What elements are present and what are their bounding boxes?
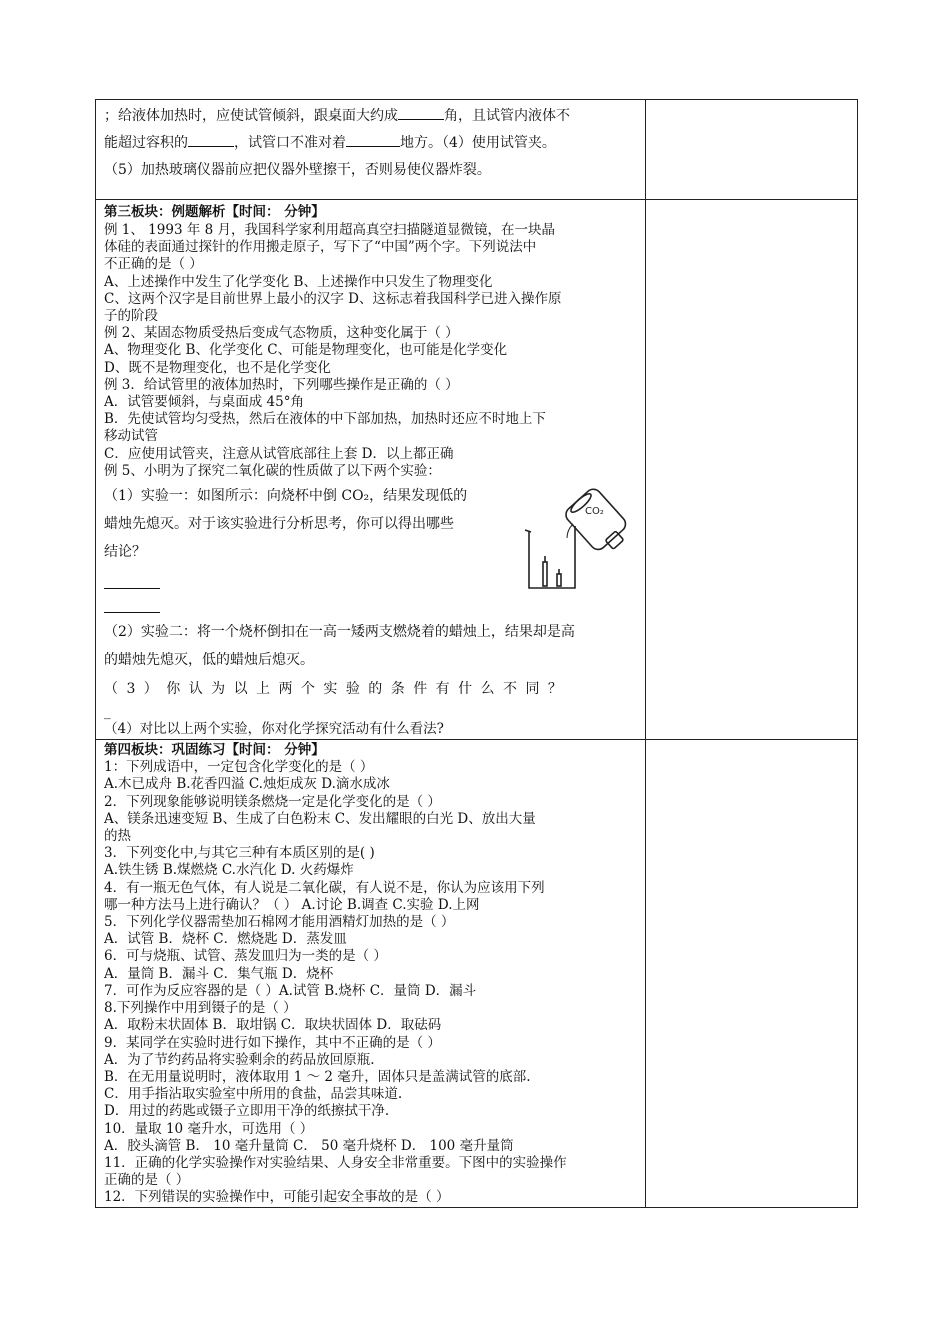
text-line: 移动试管 xyxy=(104,428,158,445)
text-line: A．试管 B．烧杯 C．燃烧匙 D．蒸发皿 xyxy=(104,931,347,948)
text-line: 6．可与烧瓶、试管、蒸发皿归为一类的是（ ） xyxy=(104,948,387,965)
exp1-line: 蜡烛先熄灭。对于该实验进行分析思考，你可以得出哪些 xyxy=(104,516,454,533)
text-line: 体硅的表面通过探针的作用搬走原子，写下了“中国”两个字。下列说法中 xyxy=(104,239,537,256)
exp2-line: 的蜡烛先熄灭，低的蜡烛后熄灭。 xyxy=(104,652,314,669)
text-line: C、这两个汉字是目前世界上最小的汉字 D、这标志着我国科学已进入操作原 xyxy=(104,290,562,307)
text-line: D、既不是物理变化，也不是化学变化 xyxy=(104,359,331,376)
section4-lines xyxy=(96,759,645,1206)
main-cell-section4 xyxy=(96,740,646,1207)
text-line: 1：下列成语中，一定包含化学变化的是（ ） xyxy=(104,759,374,776)
answer-line xyxy=(104,598,160,613)
text-line: 例 2、某固态物质受热后变成气态物质，这种变化属于（ ） xyxy=(104,325,459,342)
text-line: A．为了节约药品将实验剩余的药品放回原瓶. xyxy=(104,1051,375,1068)
row1-line2 xyxy=(96,130,645,157)
answer-line xyxy=(104,574,160,589)
text-line: C．用手指沾取实验室中所用的食盐，品尝其味道. xyxy=(104,1086,403,1103)
text-line: 不正确的是（ ） xyxy=(104,256,203,273)
section3-lines xyxy=(96,222,645,480)
worksheet-table xyxy=(95,99,858,1208)
text-line: A.铁生锈 B.煤燃烧 C.水汽化 D. 火药爆炸 xyxy=(104,862,354,879)
beaker-outline xyxy=(529,526,575,588)
text-line: B．先使试管均匀受热，然后在液体的中下部加热，加热时还应不时地上下 xyxy=(104,411,546,428)
text-line: 9．某同学在实验时进行如下操作，其中不正确的是（ ） xyxy=(104,1034,441,1051)
text-line: 12．下列错误的实验操作中，可能引起安全事故的是（ ） xyxy=(104,1189,450,1206)
row1-text: ；给液体加热时，应使试管倾斜，跟桌面大约成 xyxy=(104,108,398,124)
text-line: C．应使用试管夹，注意从试管底部往上套 D．以上都正确 xyxy=(104,445,454,462)
text-line: 正确的是（ ） xyxy=(104,1172,190,1189)
text-line: 7．可作为反应容器的是（ ）A.试管 B.烧杯 C．量筒 D．漏斗 xyxy=(104,982,477,999)
experiment1-text xyxy=(96,480,516,618)
experiment1-block xyxy=(96,480,645,618)
text-line: A、镁条迅速变短 B、生成了白色粉末 C、发出耀眼的白光 D、放出大量 xyxy=(104,810,536,827)
text-line: 2．下列现象能够说明镁条燃烧一定是化学变化的是（ ） xyxy=(104,793,441,810)
text-line: B．在无用量说明时，液体取用 1 ～ 2 毫升，固体只是盖满试管的底部. xyxy=(104,1068,531,1085)
row1-text: 能超过容积的 xyxy=(104,135,188,151)
blank-line xyxy=(188,132,234,147)
answer-line-area xyxy=(96,592,516,618)
text-line: A．胶头滴管 B． 10 毫升量筒 C． 50 毫升烧杯 D． 100 毫升量筒 xyxy=(104,1137,514,1154)
text-line: 5．下列化学仪器需垫加石棉网才能用酒精灯加热的是（ ） xyxy=(104,914,455,931)
side-cell-row1 xyxy=(646,100,858,200)
answer-line-area xyxy=(96,566,516,592)
text-line: D．用过的药匙或镊子立即用干净的纸擦拭干净. xyxy=(104,1103,390,1120)
question4: （4）对比以上两个实验，你对化学探究活动有什么看法? xyxy=(104,721,444,738)
side-cell-section4 xyxy=(646,740,858,1207)
text-line: 子的阶段 xyxy=(104,308,158,325)
question3: （ 3 ） 你 认 为 以 上 两 个 实 验 的 条 件 有 什 么 不 同 ？ xyxy=(104,681,562,698)
text-line: 哪一种方法马上进行确认？（ ） A.讨论 B.调查 C.实验 D.上网 xyxy=(104,896,480,913)
section3-title: 第三板块：例题解析【时间： 分钟】 xyxy=(104,204,325,220)
text-line: A.木已成舟 B.花香四溢 C.烛炬成灰 D.滴水成冰 xyxy=(104,776,390,793)
row1-line1 xyxy=(96,100,645,130)
exp2-line: （2）实验二：将一个烧杯倒扣在一高一矮两支燃烧着的蜡烛上，结果却是高 xyxy=(104,624,575,641)
text-line: 4．有一瓶无色气体，有人说是二氧化碳，有人说不是，你认为应该用下列 xyxy=(104,879,545,896)
text-line: A、上述操作中发生了化学变化 B、上述操作中只发生了物理变化 xyxy=(104,273,493,290)
exp1-line: （1）实验一：如图所示：向烧杯中倒 CO₂，结果发现低的 xyxy=(104,488,468,505)
text-line: A．试管要倾斜，与桌面成 45°角 xyxy=(104,394,304,411)
main-cell-section3 xyxy=(96,200,646,740)
text-line: 例 3．给试管里的液体加热时，下列哪些操作是正确的（ ） xyxy=(104,376,459,393)
co2-bottle xyxy=(563,486,627,553)
short-candle xyxy=(557,574,561,586)
text-line: A．取粉末状固体 B．取坩锅 C．取块状固体 D．取砝码 xyxy=(104,1017,442,1034)
row1-text: ，试管口不准对着 xyxy=(234,135,346,151)
exp1-line: 结论？ xyxy=(104,544,146,561)
text-line: 3．下列变化中,与其它三种有本质区别的是( ) xyxy=(104,845,375,862)
text-line: 10．量取 10 毫升水，可选用（ ） xyxy=(104,1120,314,1137)
row1-text: 角，且试管内液体不 xyxy=(444,108,570,124)
side-cell-section3 xyxy=(646,200,858,740)
co2-label: CO₂ xyxy=(585,506,604,518)
text-line: 的热 xyxy=(104,828,131,845)
text-line: A、物理变化 B、化学变化 C、可能是物理变化，也可能是化学变化 xyxy=(104,342,508,359)
row1-line3: （5）加热玻璃仪器前应把仪器外壁擦干，否则易使仪器炸裂。 xyxy=(104,162,491,178)
text-line: 例 1、 1993 年 8 月，我国科学家利用超高真空扫描隧道显微镜，在一块晶 xyxy=(104,222,555,238)
section4-title: 第四板块：巩固练习【时间： 分钟】 xyxy=(104,742,325,759)
main-cell-row1 xyxy=(96,100,646,200)
blank-line xyxy=(346,132,400,147)
tall-candle xyxy=(543,562,547,586)
blank-line xyxy=(398,105,444,120)
text-line: 8.下列操作中用到镊子的是（ ） xyxy=(104,1000,297,1017)
text-line: 例 5、小明为了探究二氧化碳的性质做了以下两个实验： xyxy=(104,462,441,479)
text-line: A．量筒 B．漏斗 C．集气瓶 D．烧杯 xyxy=(104,965,334,982)
co2-beaker-figure xyxy=(517,480,627,592)
question3-dash: _ xyxy=(104,704,111,721)
text-line: 11．正确的化学实验操作对实验结果、人身安全非常重要。下图中的实验操作 xyxy=(104,1154,567,1171)
row1-text: 地方。（4）使用试管夹。 xyxy=(400,135,556,151)
